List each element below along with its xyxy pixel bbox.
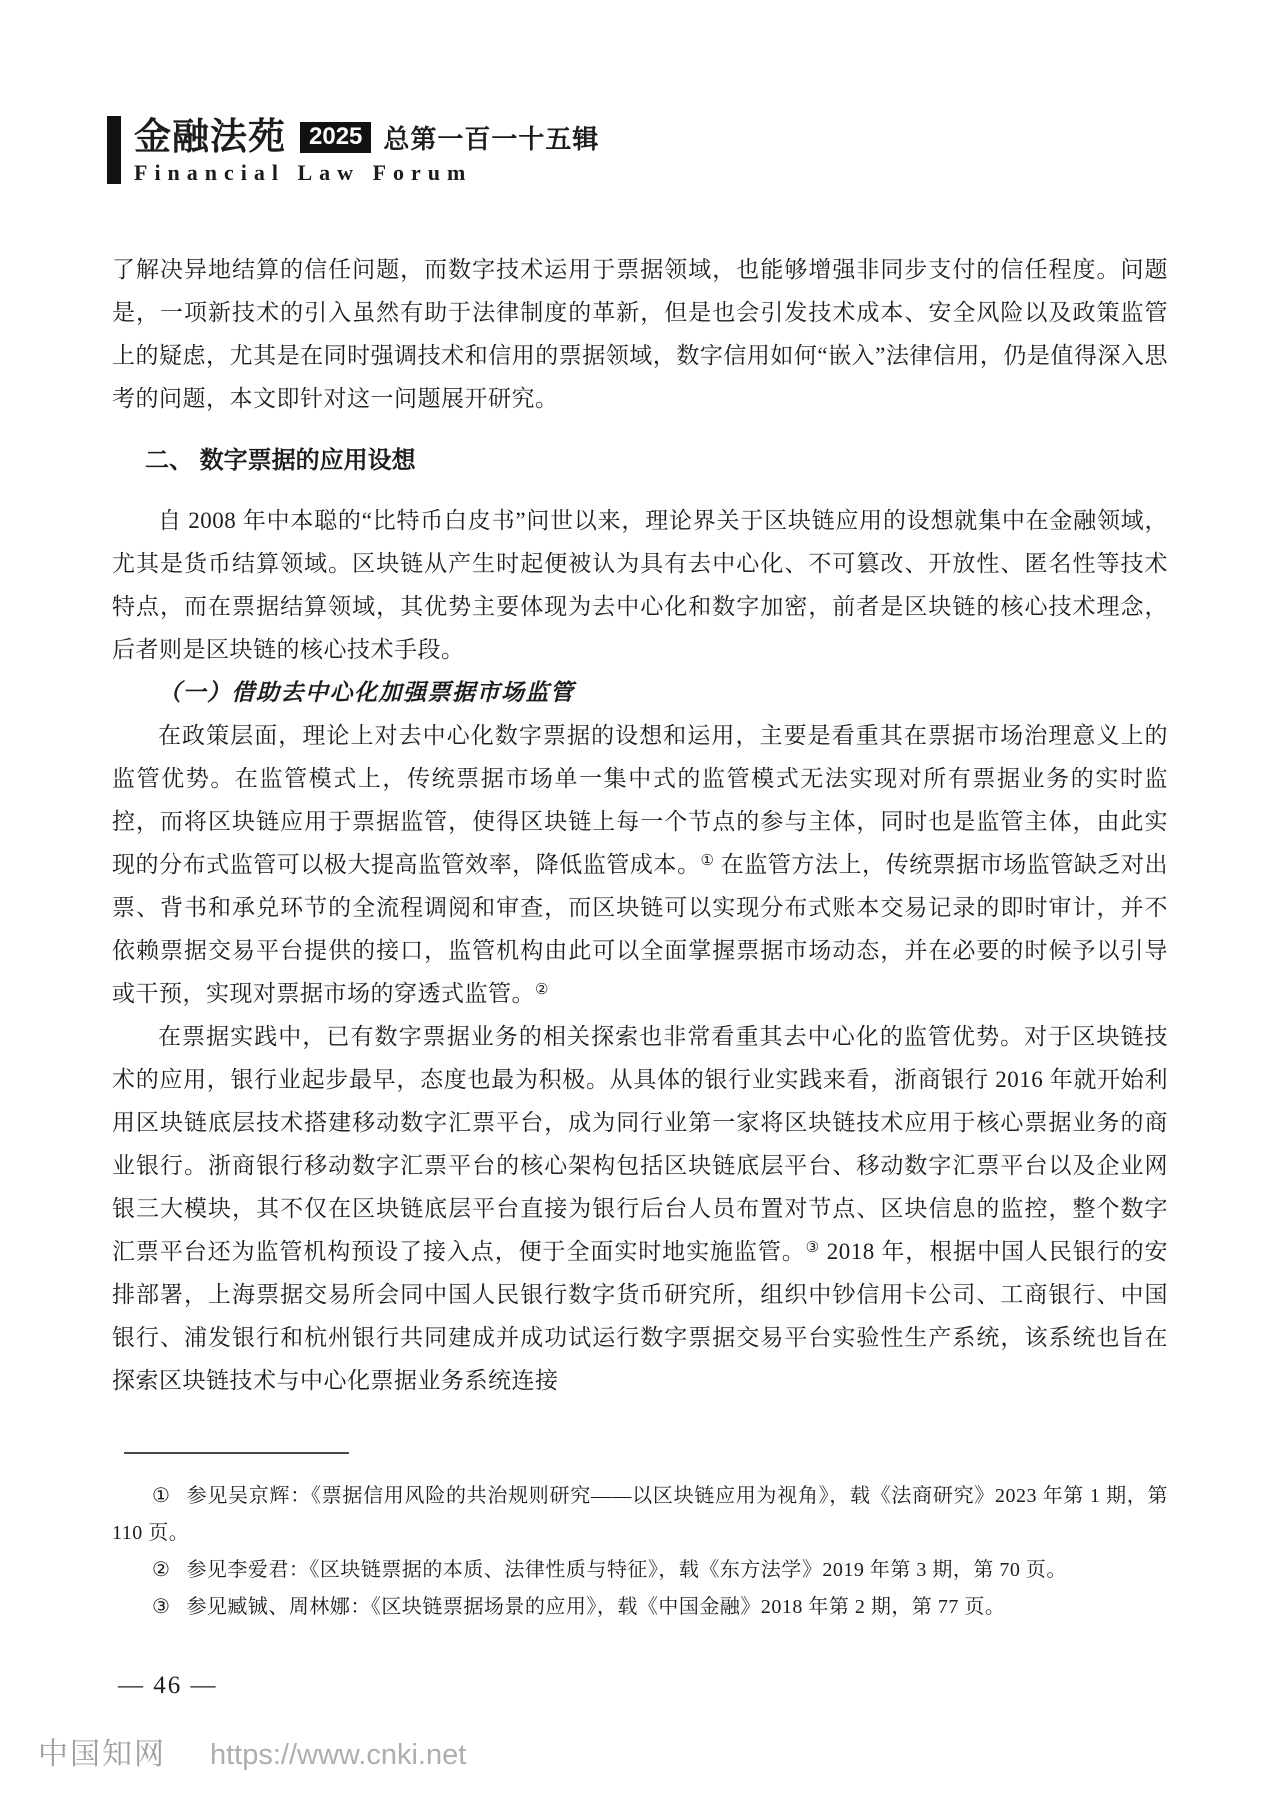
journal-title-row — [134, 116, 599, 158]
footnote-area — [112, 1452, 1168, 1626]
footnote-marker: ① — [152, 1485, 171, 1507]
issue-label: 总第一百一十五辑 — [383, 124, 600, 154]
footnote-text: 参见吴京辉：《票据信用风险的共治规则研究——以区块链应用为视角》，载《法商研究》2023 年第 1 期，第 110 页。 — [112, 1485, 1169, 1544]
footnote-separator — [124, 1452, 349, 1454]
paragraph-blockchain-origin: 自 2008 年中本聪的“比特币白皮书”问世以来，理论界关于区块链应用的设想就集中在金融领域，尤其是货币结算领域。区块链从产生时起便被认为具有去中心化、不可篡改、开放性、匿名性等技术特点，而在票据结算领域，其优势主要体现为去中心化和数字加密，前者是区块链的核心技术理念，后者则是区块链的核心技术手段。 — [112, 508, 1168, 662]
footnote-item — [112, 1552, 1168, 1589]
cnki-watermark — [38, 1729, 466, 1773]
section-heading: 二、 数字票据的应用设想 — [145, 447, 416, 474]
footnote-marker: ③ — [152, 1596, 171, 1618]
article-body — [112, 248, 1168, 1402]
footnote-item — [112, 1589, 1168, 1626]
paragraph-policy: 在政策层面，理论上对去中心化数字票据的设想和运用，主要是看重其在票据市场治理意义上的监管优势。在监管模式上，传统票据市场单一集中式的监管模式无法实现对所有票据业务的实时监控，而将区块链应用于票据监管，使得区块链上每一个节点的参与主体，同时也是监管主体，由此实现的分布式监管可以极大提高监管效率，降低监管成本。① 在监管方法上，传统票据市场监管缺乏对出票、背书和承兑环节的全流程调阅和审查，而区块链可以实现分布式账本交易记录的即时审计，并不依赖票据交易平台提供的接口，监管机构由此可以全面掌握票据市场动态，并在必要的时候予以引导或干预，实现对票据市场的穿透式监管。② — [112, 723, 1169, 1006]
accent-bar — [107, 116, 121, 184]
cnki-site-name: 中国知网 — [38, 1738, 166, 1771]
cnki-site-url: https://www.cnki.net — [210, 1739, 467, 1771]
journal-header — [107, 116, 599, 184]
journal-title: 金融法苑 — [134, 116, 286, 158]
subsection-heading: （一）借助去中心化加强票据市场监管 — [158, 680, 575, 705]
paragraph-practice: 在票据实践中，已有数字票据业务的相关探索也非常看重其去中心化的监管优势。对于区块链技术的应用，银行业起步最早，态度也最为积极。从具体的银行业实践来看，浙商银行 2016 年就开始利用区块链底层技术搭建移动数字汇票平台，成为同行业第一家将区块链技术应用于核心票据业务的商业银行。浙商银行移动数字汇票平台的核心架构包括区块链底层平台、移动数字汇票平台以及企业网银三大模块，其不仅在区块链底层平台直接为银行后台人员布置对节点、区块信息的监控，整个数字汇票平台还为监管机构预设了接入点，便于全面实时地实施监管。③ 2018 年，根据中国人民银行的安排部署，上海票据交易所会同中国人民银行数字货币研究所，组织中钞信用卡公司、工商银行、中国银行、浦发银行和杭州银行共同建成并成功试运行数字票据交易平台实验性生产系统，该系统也旨在探索区块链技术与中心化票据业务系统连接 — [112, 1024, 1169, 1393]
page-number: — 46 — — [118, 1672, 218, 1699]
journal-subtitle: Financial Law Forum — [134, 160, 473, 185]
journal-header-text — [134, 116, 599, 184]
footnote-item — [112, 1478, 1168, 1552]
year-badge: 2025 — [300, 122, 371, 153]
footnote-marker: ② — [152, 1559, 171, 1581]
footnote-text: 参见臧铖、周林娜：《区块链票据场景的应用》，载《中国金融》2018 年第 2 期，第 77 页。 — [186, 1596, 1006, 1618]
footnote-text: 参见李爱君：《区块链票据的本质、法律性质与特征》，载《东方法学》2019 年第 3 期，第 70 页。 — [186, 1559, 1067, 1581]
paragraph-continuation: 了解决异地结算的信任问题，而数字技术运用于票据领域，也能够增强非同步支付的信任程度。问题是，一项新技术的引入虽然有助于法律制度的革新，但是也会引发技术成本、安全风险以及政策监管上的疑虑，尤其是在同时强调技术和信用的票据领域，数字信用如何“嵌入”法律信用，仍是值得深入思考的问题，本文即针对这一问题展开研究。 — [112, 257, 1168, 411]
